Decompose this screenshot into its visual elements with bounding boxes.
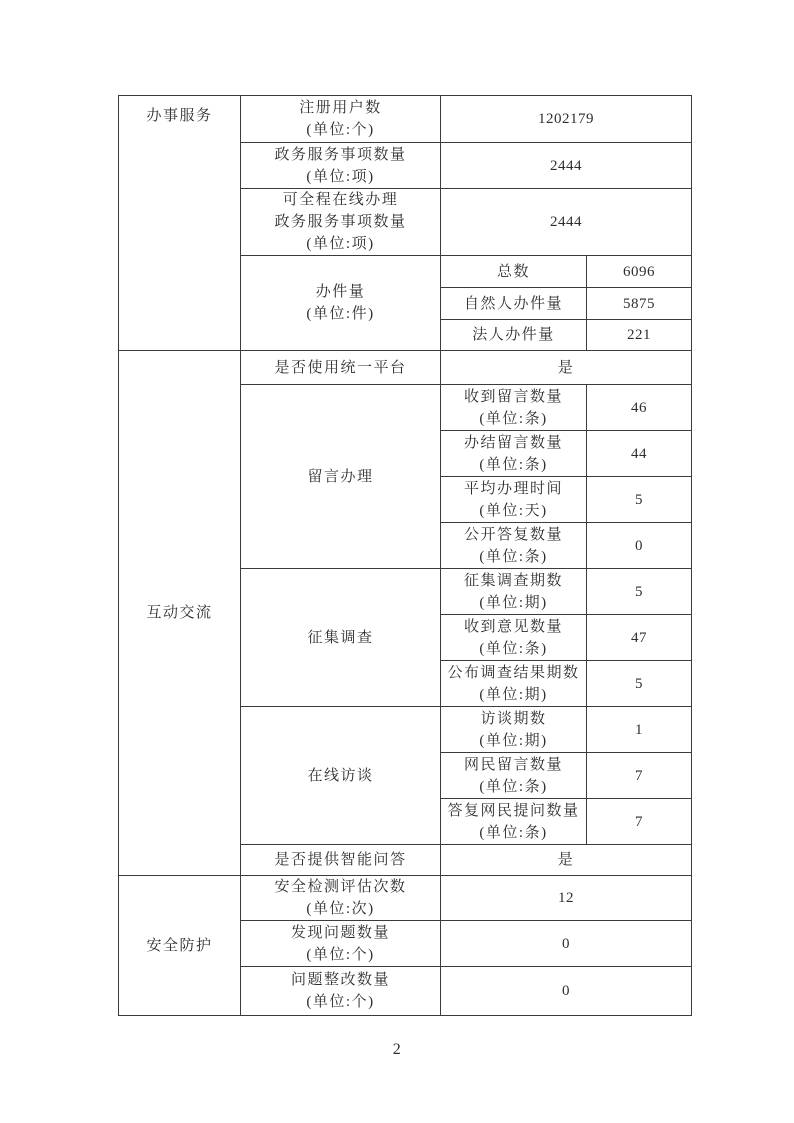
label-line: 安全检测评估次数 xyxy=(274,879,407,895)
table-row xyxy=(119,96,692,143)
label-line: (单位:条) xyxy=(479,410,548,427)
submetric-label-cell: 自然人办件量 xyxy=(441,288,587,320)
submetric-label-cell xyxy=(441,569,587,615)
metric-label-cell: 征集调查 xyxy=(241,569,441,707)
submetric-label-cell xyxy=(441,431,587,477)
metric-value-cell: 5 xyxy=(587,477,692,523)
submetric-label-cell: 总数 xyxy=(441,256,587,288)
metric-label-cell: 在线访谈 xyxy=(241,707,441,845)
metric-value-cell: 5875 xyxy=(587,288,692,320)
metric-value-cell: 5 xyxy=(587,661,692,707)
label-line: (单位:条) xyxy=(479,640,548,657)
metric-value-cell: 44 xyxy=(587,431,692,477)
label-line: 办结留言数量 xyxy=(463,434,563,451)
metric-value-cell: 0 xyxy=(441,967,692,1016)
label-line: (单位:期) xyxy=(479,732,548,749)
report-table xyxy=(118,95,692,1016)
label-line: 网民留言数量 xyxy=(463,756,563,773)
label-line: (单位:次) xyxy=(306,901,375,917)
metric-label-cell: 是否提供智能问答 xyxy=(241,845,441,876)
label-line: 访谈期数 xyxy=(480,710,547,727)
section-cell-hudongjiaoliu: 互动交流 xyxy=(119,351,241,876)
label-line: 平均办理时间 xyxy=(463,480,563,497)
submetric-label-cell xyxy=(441,753,587,799)
metric-value-cell: 1202179 xyxy=(441,96,692,143)
submetric-label-cell xyxy=(441,615,587,661)
submetric-label-cell xyxy=(441,523,587,569)
label-line: 政务服务事项数量 xyxy=(274,146,407,163)
label-line: (单位:条) xyxy=(479,456,548,473)
metric-value-cell: 221 xyxy=(587,320,692,351)
label-line: 发现问题数量 xyxy=(290,924,390,941)
page-number: 2 xyxy=(392,1041,402,1058)
metric-label-cell: 留言办理 xyxy=(241,385,441,569)
submetric-label-cell xyxy=(441,707,587,753)
submetric-label-cell: 法人办件量 xyxy=(441,320,587,351)
metric-label-cell xyxy=(241,921,441,967)
submetric-label-cell xyxy=(441,661,587,707)
metric-value-cell: 7 xyxy=(587,799,692,845)
metric-label-cell xyxy=(241,876,441,921)
label-line: 公开答复数量 xyxy=(463,526,563,543)
section-cell-anquanfanghu: 安全防护 xyxy=(119,876,241,1016)
label-line: 收到意见数量 xyxy=(463,618,563,635)
metric-value-cell: 2444 xyxy=(441,189,692,256)
metric-value-cell: 1 xyxy=(587,707,692,753)
metric-label-cell xyxy=(241,256,441,351)
label-line: 注册用户数 xyxy=(299,100,382,116)
metric-value-cell: 47 xyxy=(587,615,692,661)
label-line: (单位:项) xyxy=(306,236,375,252)
label-line: (单位:项) xyxy=(306,168,375,185)
metric-value-cell: 46 xyxy=(587,385,692,431)
label-line: 收到留言数量 xyxy=(463,388,563,405)
metric-label-cell xyxy=(241,96,441,143)
label-line: 问题整改数量 xyxy=(290,972,390,988)
section-cell-banshifuwu: 办事服务 xyxy=(119,96,241,351)
metric-label-cell: 是否使用统一平台 xyxy=(241,351,441,385)
table-row xyxy=(119,351,692,385)
label-line: (单位:条) xyxy=(479,548,548,565)
metric-value-cell: 2444 xyxy=(441,143,692,189)
metric-value-cell: 7 xyxy=(587,753,692,799)
label-line: (单位:条) xyxy=(479,824,548,841)
metric-label-cell xyxy=(241,143,441,189)
label-line: (单位:件) xyxy=(306,306,375,322)
metric-value-cell: 6096 xyxy=(587,256,692,288)
metric-label-cell xyxy=(241,189,441,256)
label-line: (单位:天) xyxy=(479,502,548,519)
metric-value-cell: 0 xyxy=(441,921,692,967)
label-line: (单位:期) xyxy=(479,594,548,611)
label-line: 办件量 xyxy=(315,284,366,300)
label-line: (单位:期) xyxy=(479,686,548,703)
label-line: 政务服务事项数量 xyxy=(274,214,407,230)
metric-value-cell: 0 xyxy=(587,523,692,569)
table-row xyxy=(119,876,692,921)
metric-value-cell: 是 xyxy=(441,845,692,876)
submetric-label-cell xyxy=(441,799,587,845)
label-line: (单位:个) xyxy=(306,946,375,963)
label-line: 公布调查结果期数 xyxy=(447,664,580,681)
metric-value-cell: 是 xyxy=(441,351,692,385)
label-line: (单位:个) xyxy=(306,122,375,138)
label-line: 征集调查期数 xyxy=(463,572,563,589)
submetric-label-cell xyxy=(441,477,587,523)
metric-value-cell: 12 xyxy=(441,876,692,921)
submetric-label-cell xyxy=(441,385,587,431)
label-line: 答复网民提问数量 xyxy=(447,802,580,819)
metric-value-cell: 5 xyxy=(587,569,692,615)
label-line: 可全程在线办理 xyxy=(282,192,399,208)
metric-label-cell xyxy=(241,967,441,1016)
label-line: (单位:个) xyxy=(306,994,375,1010)
label-line: (单位:条) xyxy=(479,778,548,795)
